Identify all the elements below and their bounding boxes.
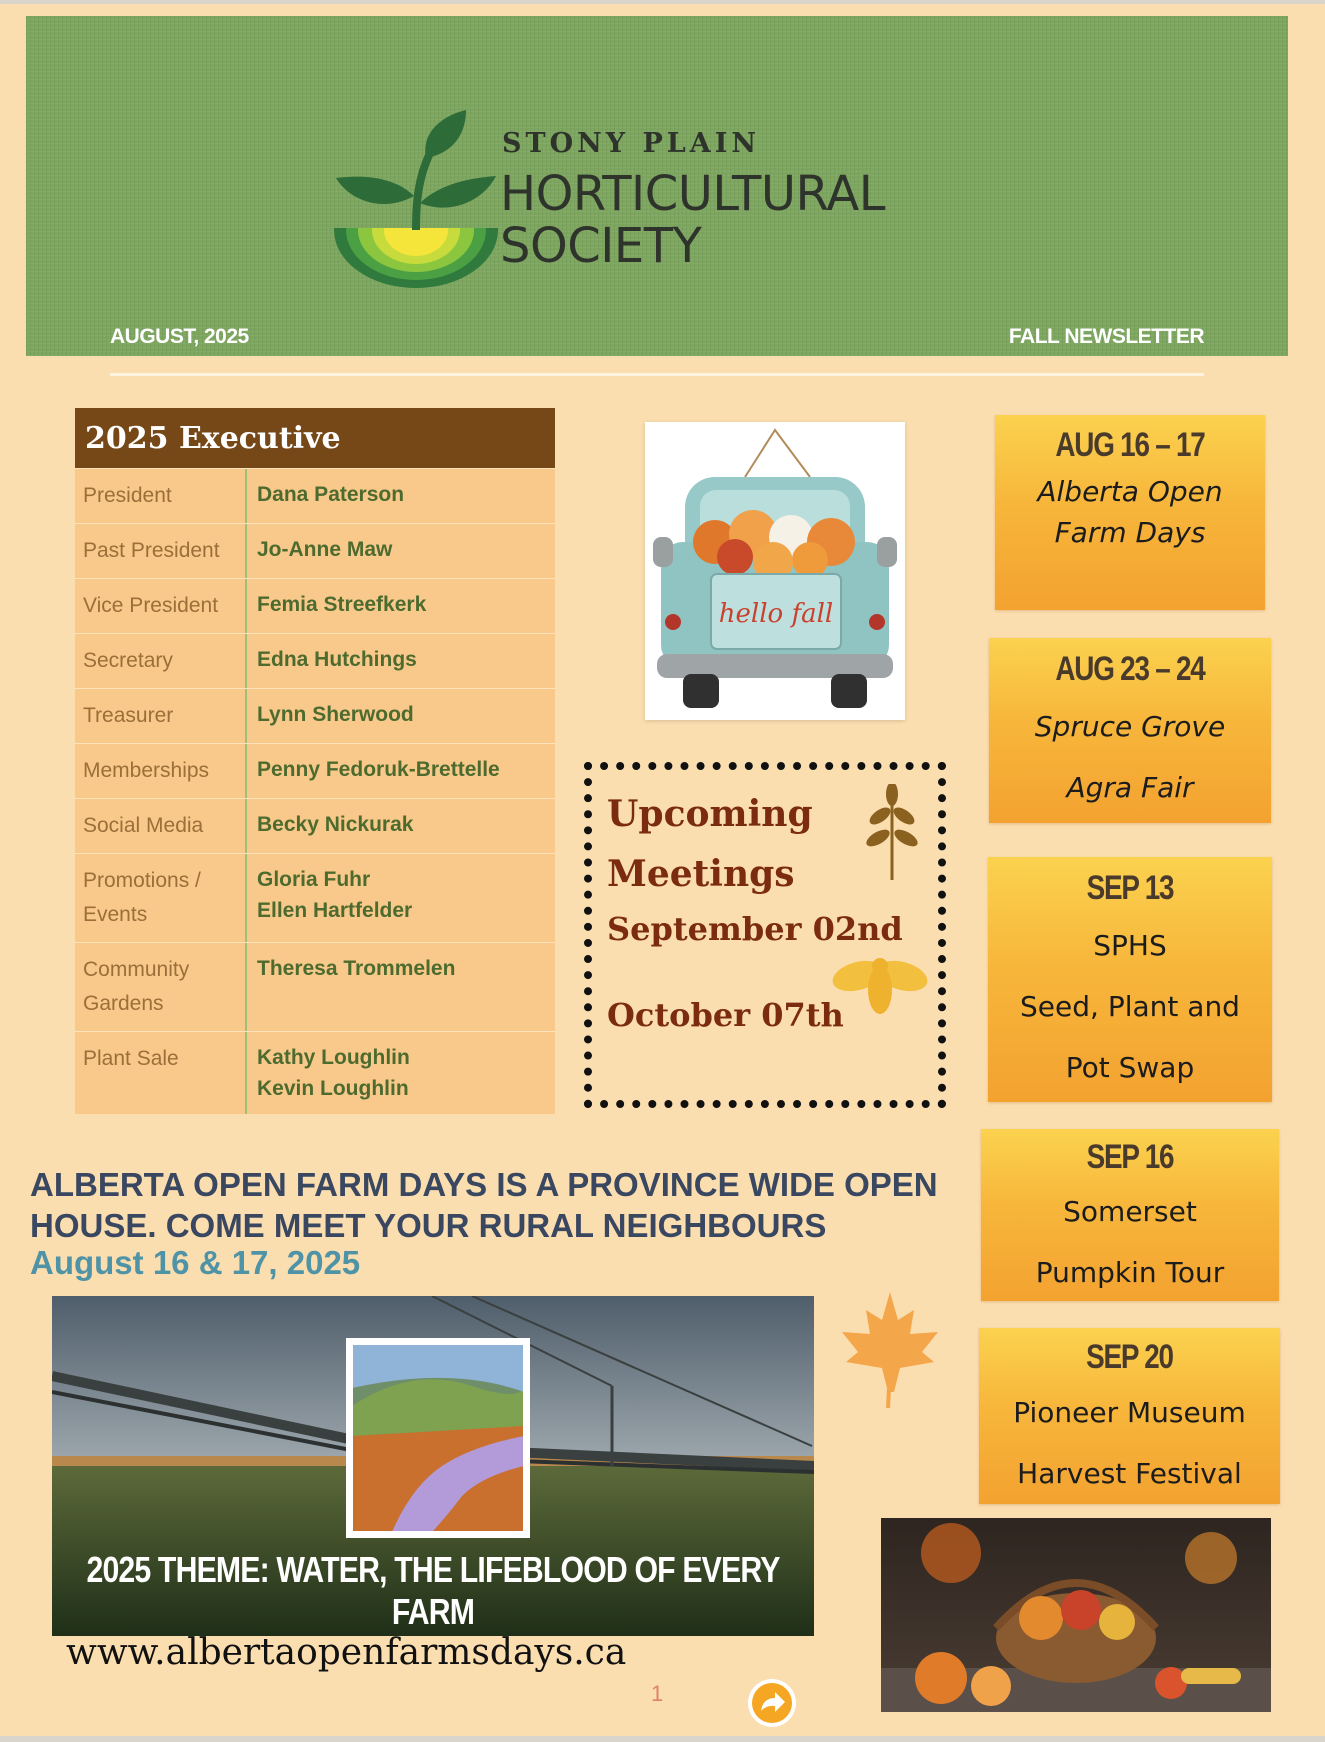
exec-role: Community Gardens: [75, 943, 247, 1031]
exec-name: Kevin Loughlin: [257, 1077, 409, 1100]
exec-name: Ellen Hartfelder: [257, 899, 413, 922]
farm-days-url[interactable]: www.albertaopenfarmsdays.ca: [66, 1632, 627, 1673]
exec-role: Past President: [75, 524, 247, 578]
page-number: 1: [651, 1681, 664, 1706]
harvest-photo: [881, 1518, 1271, 1712]
event-date: AUG 23 – 24: [1055, 650, 1205, 688]
exec-role: President: [75, 469, 247, 523]
meeting-date: October 07th: [607, 996, 844, 1034]
newsletter-type: FALL NEWSLETTER: [1008, 325, 1204, 348]
event-line: Spruce Grove: [1034, 710, 1226, 743]
event-line: Seed, Plant and: [1020, 990, 1240, 1023]
share-forward-icon[interactable]: [747, 1678, 797, 1728]
exec-name: Edna Hutchings: [257, 648, 417, 671]
event-date: SEP 16: [1086, 1138, 1174, 1176]
exec-role: Treasurer: [75, 689, 247, 743]
event-line: Alberta Open: [1037, 475, 1223, 508]
sprout-logo-icon: [326, 108, 506, 298]
truck-sign-text: hello fall: [718, 599, 834, 629]
exec-row: [75, 578, 555, 633]
event-date: AUG 16 – 17: [1055, 426, 1205, 464]
exec-name: Jo-Anne Maw: [257, 538, 393, 561]
truck-illustration: [645, 422, 905, 720]
exec-name: Becky Nickurak: [257, 813, 414, 836]
exec-role: Vice President: [75, 579, 247, 633]
header-divider: [110, 373, 1204, 376]
exec-name: Dana Paterson: [257, 483, 405, 506]
meetings-title: [607, 784, 813, 904]
upcoming-meetings-box: [584, 762, 946, 1108]
executive-table: [75, 408, 555, 1114]
banner-caption: [0, 1549, 866, 1633]
exec-name: Femia Streefkerk: [257, 593, 427, 616]
harvest-basket-image: [881, 1518, 1271, 1712]
issue-date: AUGUST, 2025: [110, 325, 249, 348]
event-line: Harvest Festival: [1017, 1457, 1242, 1490]
exec-name: Kathy Loughlin: [257, 1046, 410, 1069]
leaf-sprig-icon: [862, 784, 922, 880]
exec-row: [75, 743, 555, 798]
event-line: Farm Days: [1054, 516, 1206, 549]
bee-icon: [832, 950, 928, 1020]
exec-name: Lynn Sherwood: [257, 703, 414, 726]
executive-title: 2025 Executive: [75, 408, 555, 468]
exec-row: [75, 1031, 555, 1114]
event-date: SEP 13: [1086, 869, 1174, 907]
exec-name: Penny Fedoruk-Brettelle: [257, 758, 500, 781]
hello-fall-truck-image: [645, 422, 905, 720]
event-line: Agra Fair: [1066, 771, 1194, 804]
exec-name: Theresa Trommelen: [257, 957, 456, 980]
bottom-border: [0, 1736, 1325, 1742]
exec-row: [75, 942, 555, 1031]
event-card: [981, 1129, 1279, 1301]
exec-row: [75, 798, 555, 853]
org-name-line1: HORTICULTURAL: [500, 166, 885, 222]
exec-role: Plant Sale: [75, 1032, 247, 1114]
exec-name: Gloria Fuhr: [257, 868, 371, 891]
newsletter-header: [26, 16, 1288, 356]
org-name-line2: SOCIETY: [500, 218, 702, 274]
meetings-title-line1: Upcoming: [607, 793, 813, 835]
event-card: [995, 415, 1265, 610]
farm-days-headline: ALBERTA OPEN FARM DAYS IS A PROVINCE WIDE OPEN HOUSE. COME MEET YOUR RURAL NEIGHBOURS: [30, 1166, 938, 1244]
top-border: [0, 0, 1325, 4]
event-line: Pioneer Museum: [1013, 1396, 1246, 1429]
exec-row: [75, 468, 555, 523]
exec-role: Social Media: [75, 799, 247, 853]
meetings-title-line2: Meetings: [607, 853, 795, 895]
maple-leaf-icon: [838, 1292, 942, 1408]
exec-row: [75, 633, 555, 688]
exec-row: [75, 688, 555, 743]
event-line: Somerset: [1063, 1195, 1197, 1228]
farm-days-dates: August 16 & 17, 2025: [30, 1244, 361, 1281]
exec-row: [75, 523, 555, 578]
event-line: SPHS: [1093, 929, 1167, 962]
meeting-date: September 02nd: [607, 910, 903, 948]
banner-caption-text: 2025 THEME: WATER, THE LIFEBLOOD OF EVERY FARM: [86, 1549, 780, 1632]
event-card: [979, 1328, 1280, 1504]
event-line: Pot Swap: [1065, 1051, 1195, 1084]
exec-role: Secretary: [75, 634, 247, 688]
exec-row: [75, 853, 555, 942]
event-date: SEP 20: [1086, 1338, 1173, 1376]
exec-role: Memberships: [75, 744, 247, 798]
event-card: [988, 857, 1272, 1102]
org-name-top: STONY PLAIN: [502, 128, 761, 159]
event-card: [989, 638, 1271, 823]
exec-role: Promotions / Events: [75, 854, 247, 942]
event-line: Pumpkin Tour: [1035, 1256, 1225, 1289]
